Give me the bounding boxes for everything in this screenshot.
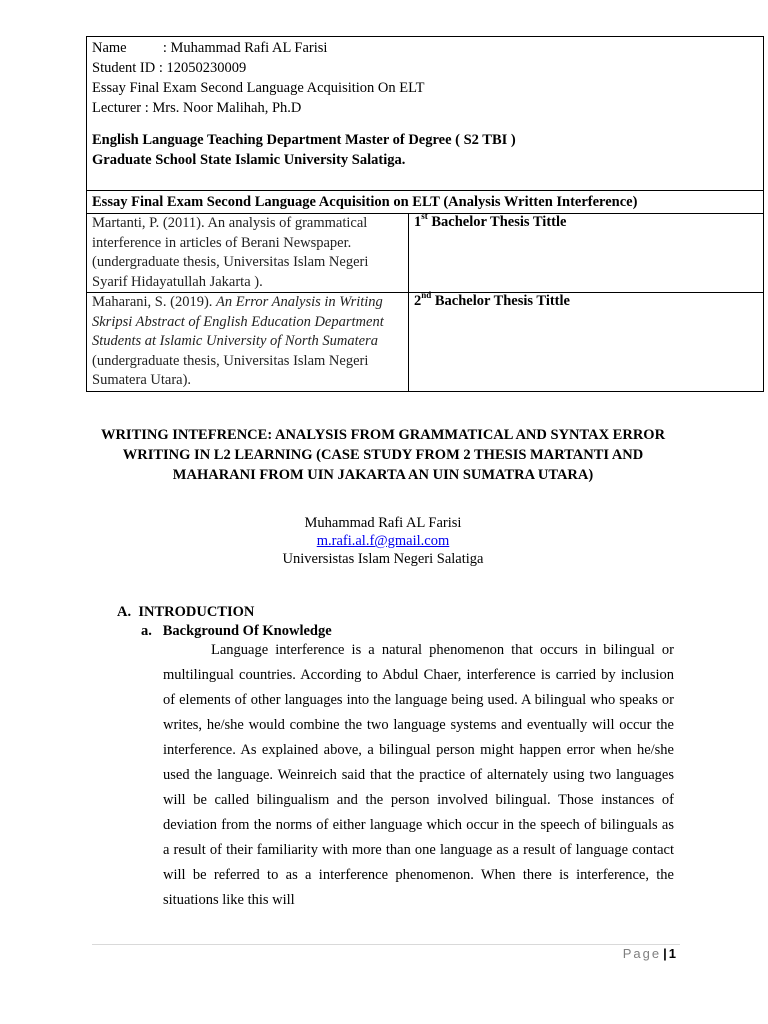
thesis-title-label-2: Bachelor Thesis Tittle [431,293,570,309]
thesis-title-label-1: Bachelor Thesis Tittle [427,214,567,230]
thesis-title-cell-1 [409,211,764,293]
footer-divider [92,944,680,945]
student-info-cell [87,37,764,191]
student-id-line: Student ID : 12050230009 [92,60,247,76]
author-name: Muhammad Rafi AL Farisi [304,515,462,531]
name-line: Name : Muhammad Rafi AL Farisi [92,40,328,56]
body-paragraph: Language interference is a natural phenomenon that occurs in bilingual or multilingual countries. According to Abdul Chaer, interference is carried by inclusion of elements of other languages into the language being used. A bilingual who speaks or writes, he/she would combine the two language systems and eventually will occur the interference. As explained above, a bilingual person might happen error when he/she used the language. Weinreich said that the practice of alternately using two languages will be called bilingualism and the person involved bilingual. Those instances of deviation from the norms of either language which occur in the speech of bilinguals as a result of their familiarity with more than one language as a result of language contact will be referred to as a interference phenomenon. When there is interference, the situations like this will [163,642,674,908]
citation-text-2 [92,293,403,391]
paper-title: WRITING INTEFRENCE: ANALYSIS FROM GRAMMATICAL AND SYNTAX ERROR WRITING IN L2 LEARNING (CASE STUDY FROM 2 THESIS MARTANTI AND MAHARANI FROM UIN JAKARTA AN UIN SUMATRA UTARA) [100,427,666,483]
school-line: Graduate School State Islamic University Salatiga. [92,152,406,168]
introduction-heading: A. INTRODUCTION [117,604,255,620]
ordinal-suffix-1: st [421,211,428,221]
page-separator: | [663,946,667,961]
author-block [96,514,670,568]
author-email-link[interactable]: m.rafi.al.f@gmail.com [316,533,450,549]
background-heading: a. Background Of Knowledge [141,623,332,639]
essay-line: Essay Final Exam Second Language Acquisition On ELT [92,80,425,96]
ordinal-number-1: 1 [414,214,422,230]
citation-text-1: Martanti, P. (2011). An analysis of grammatical interference in articles of Berani Newspaper. (undergraduate thesis, Universitas Islam Negeri Syarif Hidayatullah Jakarta ). [92,215,369,290]
ordinal-number-2: 2 [414,293,422,309]
header-info-table [86,36,764,392]
page-number: 1 [668,946,676,961]
lecturer-line: Lecturer : Mrs. Noor Malihah, Ph.D [92,100,302,116]
spacer [92,118,758,130]
page-label: Page [622,946,662,961]
citation-cell-2 [87,293,409,392]
citation-italic-title-2: An Error Analysis in Writing Skripsi Abstract of English Education Department Students at Islamic University of North Sumatera [92,294,384,349]
page-footer [623,946,676,961]
ordinal-suffix-2: nd [421,290,432,300]
thesis-title-cell-2 [409,290,764,392]
department-line: English Language Teaching Department Master of Degree ( S2 TBI ) [92,132,516,148]
author-affiliation: Universistas Islam Negeri Salatiga [282,551,484,567]
citation-suffix-2: (undergraduate thesis, Universitas Islam Negeri Sumatera Utara). [92,333,382,388]
citation-cell-1 [87,214,409,293]
citation-prefix-2: Maharani, S. (2019). [92,294,217,310]
table-heading: Essay Final Exam Second Language Acquisition on ELT (Analysis Written Interference) [87,191,764,214]
